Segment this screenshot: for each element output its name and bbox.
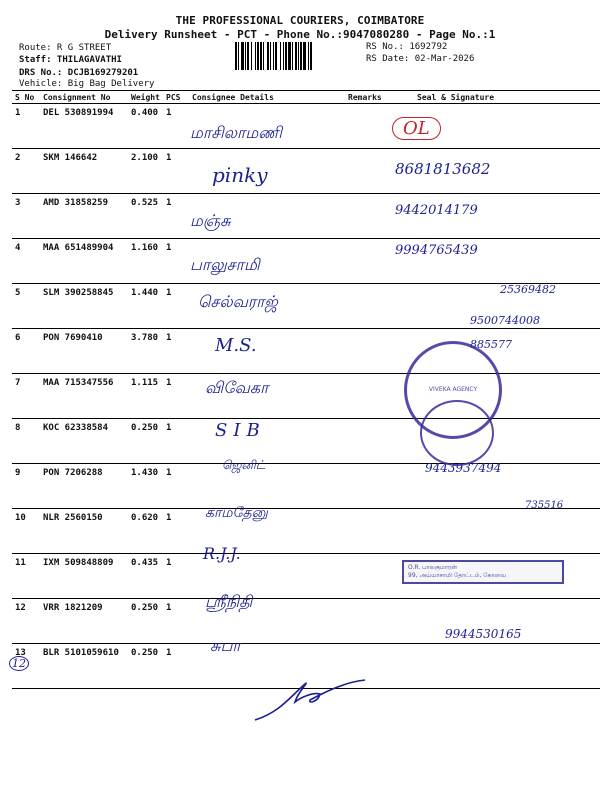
drs-number [19,68,138,78]
table-row [12,509,600,554]
rs-date: RS Date: 02-Mar-2026 [366,54,475,64]
barcode-bar [312,42,313,70]
col-header-remarks: Remarks [345,91,397,104]
signature-6: 9500744008 [470,314,540,327]
table-row [12,149,600,194]
row-pcs: 1 [163,284,189,329]
row-consignment: NLR 2560150 [40,509,128,554]
signature-5: 25369482 [500,283,556,296]
row-sno: 6 [12,329,40,374]
viveka-agency-stamp: VIVEKA AGENCY [404,341,502,439]
row-sno: 12 [12,599,40,644]
address-stamp: O.R. பாலகுமாரன் 99, அய்யாசாமி தோட்டம், கோவை [402,560,564,584]
col-header-weight: Weight [128,91,163,104]
row-pcs: 1 [163,419,189,464]
row-consignment: AMD 31858259 [40,194,128,239]
handwritten-consignee-11: R.J.J. [203,544,241,563]
row-sno: 1 [12,104,40,149]
handwritten-consignee-10: காமதேனு [205,505,268,521]
row-consignment: MAA 715347556 [40,374,128,419]
table-row [12,194,600,239]
signature-2: 8681813682 [395,160,491,178]
row-consignment: PON 7206288 [40,464,128,509]
runsheet-table [12,90,600,689]
row-sno: 9 [12,464,40,509]
route-label: Route: R G STREET [19,43,112,53]
handwritten-consignee-9: ஜெனிட் [222,458,266,472]
row-consignment: SKM 146642 [40,149,128,194]
row-sno: 11 [12,554,40,599]
vehicle-label: Vehicle: Big Bag Delivery [19,79,155,89]
row-pcs: 1 [163,149,189,194]
page-mark: 12 [9,656,29,671]
col-header-seal-signature: Seal & Signature [397,91,600,104]
row-weight: 0.250 [128,599,163,644]
signature-10: 735516 [525,500,564,511]
drs-label: DRS No.: [19,68,63,78]
row-pcs: 1 [163,104,189,149]
row-sno: 13 [12,644,40,689]
staff-label: Staff: THILAGAVATHI [19,55,122,65]
row-weight: 1.440 [128,284,163,329]
table-row [12,239,600,284]
row-weight: 0.250 [128,419,163,464]
row-weight: 2.100 [128,149,163,194]
col-header-consignment: Consignment No [40,91,128,104]
barcode [235,42,360,70]
handwritten-consignee-8: SIB [215,420,266,441]
handwritten-consignee-3: மஞ்சு [190,211,231,230]
row-weight: 1.430 [128,464,163,509]
row-sno: 10 [12,509,40,554]
table-row [12,374,600,419]
row-weight: 0.435 [128,554,163,599]
row-pcs: 1 [163,239,189,284]
row-sno: 5 [12,284,40,329]
row-weight: 1.115 [128,374,163,419]
row-pcs: 1 [163,599,189,644]
row-pcs: 1 [163,374,189,419]
row-sno: 3 [12,194,40,239]
signature-1: OL [392,117,441,140]
row-pcs: 1 [163,554,189,599]
rs-number: RS No.: 1692792 [366,42,448,52]
row-consignment: BLR 5101059610 [40,644,128,689]
row-consignment: SLM 390258845 [40,284,128,329]
row-consignment: IXM 509848809 [40,554,128,599]
handwritten-consignee-5: செல்வராஜ் [198,292,278,311]
table-row [12,419,600,464]
supervisor-signature [250,672,370,727]
signature-4: 9994765439 [395,243,478,258]
row-sno: 7 [12,374,40,419]
row-consignment: KOC 62338584 [40,419,128,464]
row-sno: 8 [12,419,40,464]
row-weight: 0.620 [128,509,163,554]
handwritten-consignee-12: ஸ்ரீநிதி [205,592,253,611]
drs-value: DCJB169279201 [67,68,139,78]
signature-6b: 885577 [470,338,512,351]
row-consignment: MAA 651489904 [40,239,128,284]
col-header-pcs: PCS [163,91,189,104]
row-weight: 1.160 [128,239,163,284]
signature-3: 9442014179 [395,203,478,218]
row-sno: 4 [12,239,40,284]
stamp-impression [420,400,494,466]
handwritten-consignee-2: pinky [212,163,268,187]
row-pcs: 1 [163,464,189,509]
row-weight: 0.250 [128,644,163,689]
row-pcs: 1 [163,509,189,554]
row-consignment: VRR 1821209 [40,599,128,644]
table-header-row [12,91,600,104]
handwritten-consignee-7: விவேகா [205,378,269,397]
row-pcs: 1 [163,194,189,239]
handwritten-consignee-6: M.S. [215,335,257,356]
table-row [12,104,600,149]
signature-13: 9944530165 [445,627,522,641]
row-weight: 3.780 [128,329,163,374]
row-consignment: DEL 530891994 [40,104,128,149]
table-row [12,329,600,374]
col-header-consignee: Consignee Details [189,91,345,104]
company-title: THE PROFESSIONAL COURIERS, COIMBATORE [175,14,425,27]
handwritten-consignee-13: சுபா [210,636,241,655]
signature-9: 9443937494 [425,461,502,475]
runsheet-subtitle: Delivery Runsheet - PCT - Phone No.:9047080280 - Page No.:1 [104,28,496,41]
row-weight: 0.400 [128,104,163,149]
row-pcs: 1 [163,329,189,374]
table-row [12,464,600,509]
row-consignment: PON 7690410 [40,329,128,374]
handwritten-consignee-1: மாசிலாமணி [190,123,283,142]
handwritten-consignee-4: பாலுசாமி [190,255,260,274]
row-sno: 2 [12,149,40,194]
col-header-sno: S No [12,91,40,104]
row-pcs: 1 [163,644,189,689]
row-weight: 0.525 [128,194,163,239]
